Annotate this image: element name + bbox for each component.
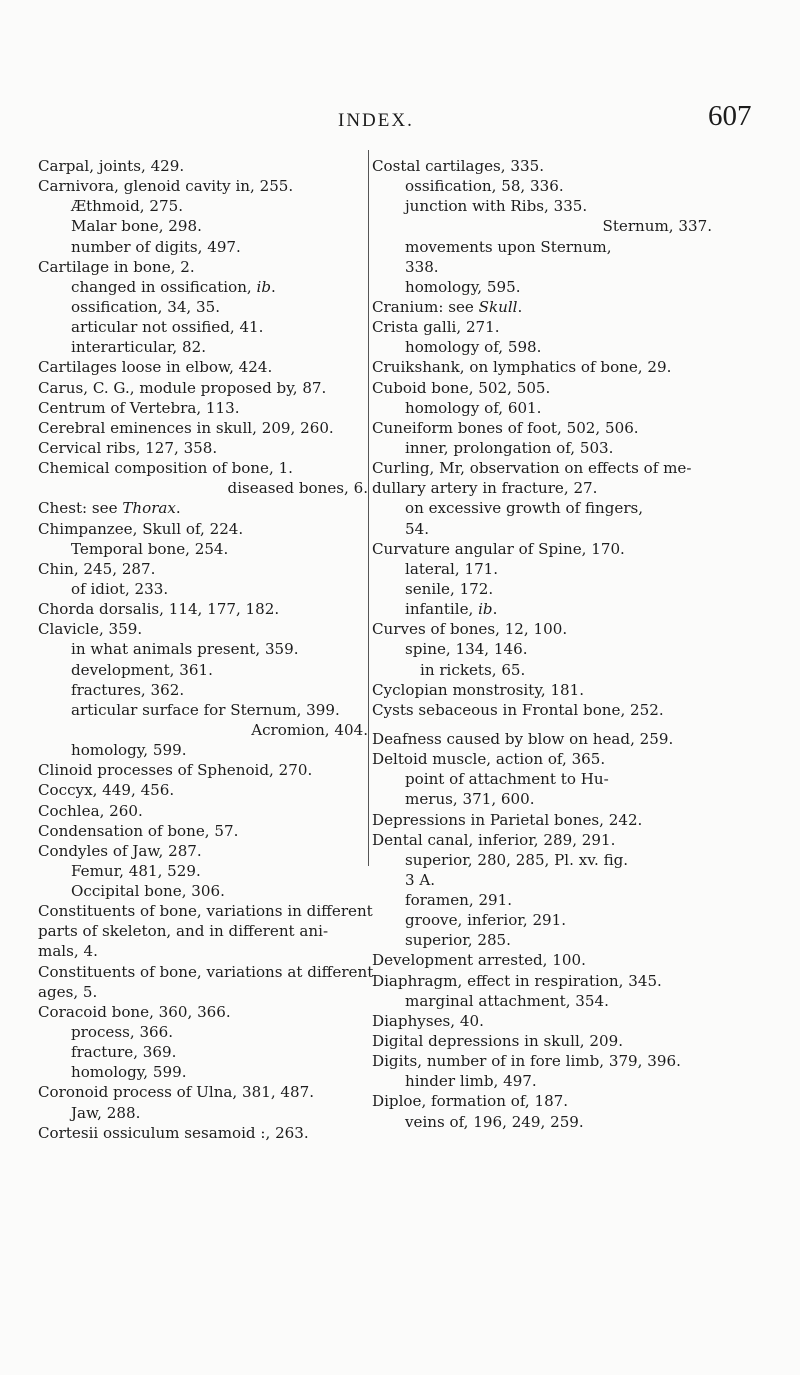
index-subentry: point of attachment to Hu- [405,770,609,789]
index-entry: Coronoid process of Ulna, 381, 487. [38,1083,315,1102]
left-index-column [38,156,374,1143]
index-entry: Cysts sebaceous in Frontal bone, 252. [372,700,664,719]
index-subentry: ossification, 34, 35. [71,297,221,316]
index-entry: Crista galli, 271. [372,318,500,337]
index-subentry: fractures, 362. [71,680,185,699]
index-subentry: development, 361. [71,660,213,679]
index-subentry: Femur, 481, 529. [71,861,201,880]
index-entry: parts of skeleton, and in different ani- [38,922,329,941]
index-entry: Clavicle, 359. [38,620,143,639]
index-subentry: junction with Ribs, 335. [405,197,588,216]
index-entry: Cartilage in bone, 2. [38,257,195,276]
index-subentry: foramen, 291. [405,891,513,910]
index-subentry: Sternum, 337. [602,217,712,236]
index-subentry: homology, 595. [405,277,521,296]
index-entry: Chorda dorsalis, 114, 177, 182. [38,600,280,619]
index-entry: Cuneiform bones of foot, 502, 506. [372,418,639,437]
index-subentry: Æthmoid, 275. [71,197,183,216]
index-entry: Cortesii ossiculum sesamoid :, 263. [38,1123,309,1142]
section-gap [372,720,712,729]
index-entry: ages, 5. [38,982,98,1001]
index-entry: Cervical ribs, 127, 358. [38,438,218,457]
index-subentry: Malar bone, 298. [71,217,202,236]
index-subentry: homology, 599. [71,1063,187,1082]
index-entry: Diaphyses, 40. [372,1011,484,1030]
index-entry: Cochlea, 260. [38,801,143,820]
index-subentry: Temporal bone, 254. [71,539,229,558]
index-subentry: hinder limb, 497. [405,1072,537,1091]
index-entry: Curves of bones, 12, 100. [372,620,568,639]
index-entry: Depressions in Parietal bones, 242. [372,810,643,829]
index-entry: Costal cartilages, 335. [372,157,545,175]
index-entry: Carnivora, glenoid cavity in, 255. [38,177,294,196]
index-entry: Clinoid processes of Sphenoid, 270. [38,761,313,780]
index-entry: Chest: see Thorax. [38,499,181,518]
index-subentry: 3 A. [405,870,436,889]
index-subentry: superior, 280, 285, Pl. xv. fig. [405,850,629,869]
index-entry: Coracoid bone, 360, 366. [38,1002,231,1021]
index-entry: Diaphragm, effect in respiration, 345. [372,971,662,990]
index-entry: Curvature angular of Spine, 170. [372,539,625,558]
column-divider [368,150,369,866]
index-subentry: movements upon Sternum, [405,237,612,256]
index-subentry: homology, 599. [71,741,187,760]
page-number: 607 [708,100,752,132]
index-subentry: Acromion, 404. [251,720,368,739]
index-entry: Centrum of Vertebra, 113. [38,398,240,417]
index-subentry: infantile, ib. [405,600,498,619]
index-entry: Deafness caused by blow on head, 259. [372,729,674,748]
index-entry: Constituents of bone, variations at different [38,962,374,981]
index-subentry: homology of, 598. [405,338,542,357]
index-entry: Chimpanzee, Skull of, 224. [38,519,244,538]
right-index-column [372,156,712,1132]
index-subentry: number of digits, 497. [71,237,241,256]
index-entry: Coccyx, 449, 456. [38,781,175,800]
index-subentry: in rickets, 65. [420,660,526,679]
index-entry: Chin, 245, 287. [38,559,156,578]
index-subentry: Occipital bone, 306. [71,882,225,901]
index-entry: Constituents of bone, variations in different [38,902,373,921]
index-entry: Digits, number of in fore limb, 379, 396. [372,1052,681,1071]
index-subentry: 338. [405,257,439,276]
index-subentry: senile, 172. [405,579,494,598]
index-subentry: groove, inferior, 291. [405,911,567,930]
index-entry: Diploe, formation of, 187. [372,1092,569,1111]
index-entry: Dental canal, inferior, 289, 291. [372,830,616,849]
index-entry: Deltoid muscle, action of, 365. [372,750,606,769]
index-entry: Development arrested, 100. [372,951,586,970]
index-subentry: homology of, 601. [405,398,542,417]
index-subentry: merus, 371, 600. [405,790,535,809]
index-entry: Cartilages loose in elbow, 424. [38,358,273,377]
index-subentry: of idiot, 233. [71,579,169,598]
index-subentry: articular surface for Sternum, 399. [71,700,340,719]
index-entry: Cerebral eminences in skull, 209, 260. [38,418,334,437]
index-entry: Cuboid bone, 502, 505. [372,378,551,397]
index-entry: Carpal, joints, 429. [38,157,185,175]
index-entry: Cyclopian monstrosity, 181. [372,680,585,699]
index-subentry: process, 366. [71,1023,174,1042]
index-subentry: Jaw, 288. [71,1103,141,1122]
index-entry: Cranium: see Skull. [372,297,523,316]
index-entry: mals, 4. [38,942,98,961]
index-entry: Chemical composition of bone, 1. [38,459,293,478]
index-subentry: in what animals present, 359. [71,640,299,659]
index-entry: Digital depressions in skull, 209. [372,1032,623,1051]
index-entry: Curling, Mr, observation on effects of me- [372,459,692,478]
page-header [0,100,800,140]
index-subentry: on excessive growth of fingers, [405,499,644,518]
index-entry: Condyles of Jaw, 287. [38,841,202,860]
index-subentry: fracture, 369. [71,1043,177,1062]
index-title: INDEX. [338,110,414,131]
index-subentry: 54. [405,519,430,538]
index-subentry: inner, prolongation of, 503. [405,438,614,457]
index-subentry: lateral, 171. [405,559,499,578]
index-subentry: ossification, 58, 336. [405,177,564,196]
index-subentry: changed in ossification, ib. [71,277,276,296]
index-subentry: diseased bones, 6. [227,479,368,498]
index-subentry: interarticular, 82. [71,338,207,357]
index-subentry: marginal attachment, 354. [405,991,609,1010]
index-entry: Condensation of bone, 57. [38,821,239,840]
index-entry: Cruikshank, on lymphatics of bone, 29. [372,358,672,377]
index-subentry: articular not ossified, 41. [71,318,264,337]
index-subentry: veins of, 196, 249, 259. [405,1112,584,1131]
index-entry: dullary artery in fracture, 27. [372,479,598,498]
index-subentry: superior, 285. [405,931,511,950]
index-subentry: spine, 134, 146. [405,640,528,659]
index-entry: Carus, C. G., module proposed by, 87. [38,378,327,397]
